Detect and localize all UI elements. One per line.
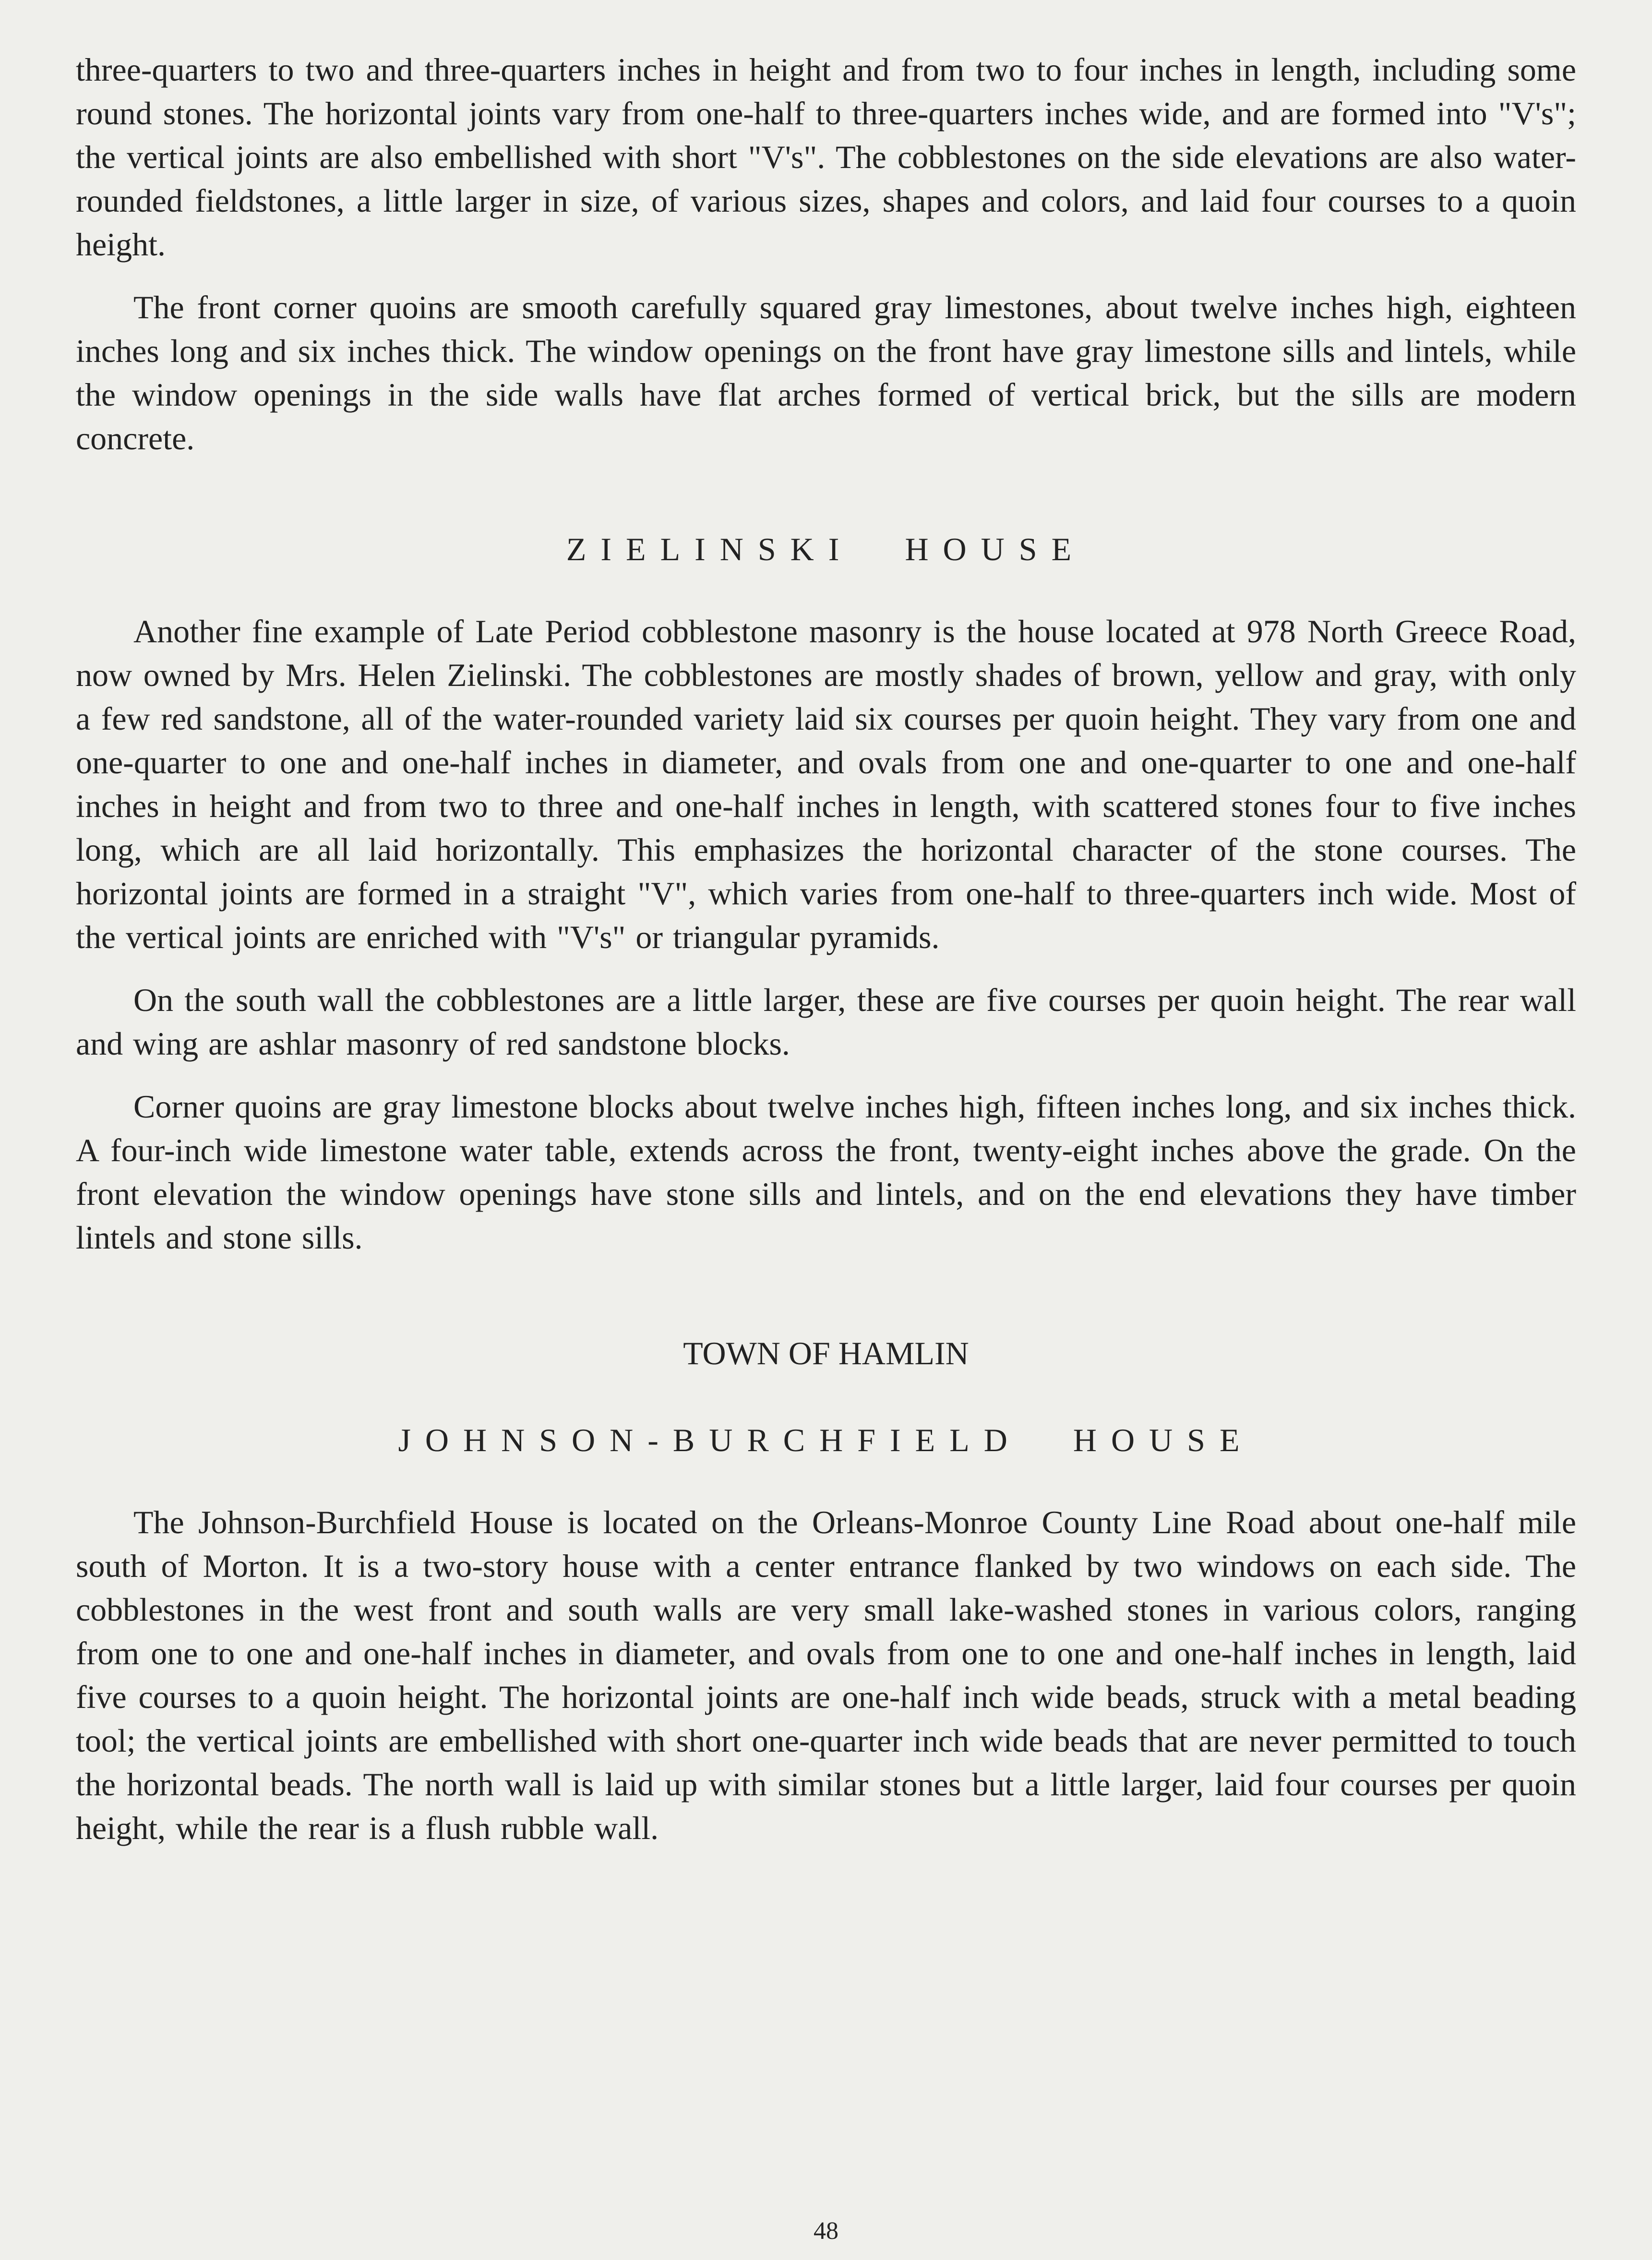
intro-paragraph-2: The front corner quoins are smooth carefully squared gray limestones, about twelve inches high, eighteen inches long and six inches thick. The window openings on the front have gray limestone sills and lintels, while the window openings in the side walls have flat arches formed of vertical brick, but the sills are modern concrete. <box>76 289 1576 457</box>
zielinski-heading: ZIELINSKI HOUSE <box>566 531 1086 567</box>
zielinski-paragraph-2: On the south wall the cobblestones are a little larger, these are five courses per quoin height. The rear wall and wing are ashlar masonry of red sandstone blocks. <box>76 982 1576 1062</box>
johnson-paragraph-1: The Johnson-Burchfield House is located on the Orleans-Monroe County Line Road about one-half mile south of Morton. It is a two-story house with a center entrance flanked by two windows on each side. The cobblestones in the west front and south walls are very small lake-washed stones in various colors, ranging from one to one and one-half inches in diameter, and ovals from one to one and one-half inches in length, laid five courses to a quoin height. The horizontal joints are one-half inch wide beads, struck with a metal beading tool; the vertical joints are embellished with short one-quarter inch wide beads that are never permitted to touch the horizontal beads. The north wall is laid up with similar stones but a little larger, laid four courses per quoin height, while the rear is a flush rubble wall. <box>76 1504 1576 1846</box>
page-body <box>76 48 1576 1869</box>
page-number: 48 <box>814 2217 838 2245</box>
intro-paragraph-1: three-quarters to two and three-quarters inches in height and from two to four inches in length, including some round stones. The horizontal joints vary from one-half to three-quarters inches wide, and are formed into "V's"; the vertical joints are also embellished with short "V's". The cobblestones on the side elevations are also water-rounded fieldstones, a little larger in size, of various sizes, shapes and colors, and laid four courses to a quoin height. <box>76 51 1576 263</box>
johnson-burchfield-heading: JOHNSON-BURCHFIELD HOUSE <box>398 1422 1254 1458</box>
zielinski-paragraph-3: Corner quoins are gray limestone blocks about twelve inches high, fifteen inches long, and six inches thick. A four-inch wide limestone water table, extends across the front, twenty-eight inches above the grade. On the front elevation the window openings have stone sills and lintels, and on the end elevations they have timber lintels and stone sills. <box>76 1088 1576 1256</box>
town-heading: TOWN OF HAMLIN <box>683 1335 969 1371</box>
zielinski-paragraph-1: Another fine example of Late Period cobblestone masonry is the house located at 978 North Greece Road, now owned by Mrs. Helen Zielinski. The cobblestones are mostly shades of brown, yellow and gray, with only a few red sandstone, all of the water-rounded variety laid six courses per quoin height. They vary from one and one-quarter to one and one-half inches in diameter, and ovals from one and one-quarter to one and one-half inches in height and from two to three and one-half inches in length, with scattered stones four to five inches long, which are all laid horizontally. This emphasizes the horizontal character of the stone courses. The horizontal joints are formed in a straight "V", which varies from one-half to three-quarters inch wide. Most of the vertical joints are enriched with "V's" or triangular pyramids. <box>76 613 1576 955</box>
